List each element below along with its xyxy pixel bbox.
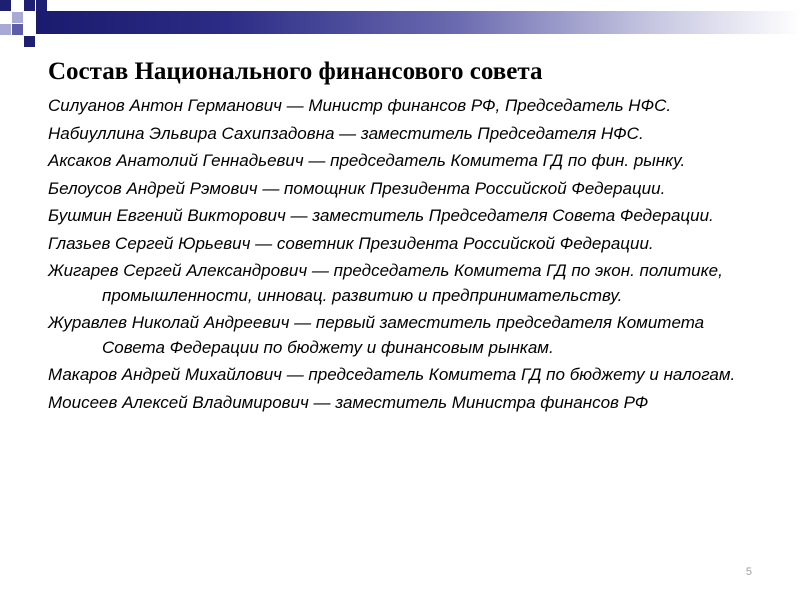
decor-square — [12, 12, 23, 23]
list-item: Журавлев Николай Андреевич — первый заместитель председателя Комитета Совета Федерации по бюджету и финансовым рынкам. — [48, 313, 705, 357]
list-item: Жигарев Сергей Александрович — председатель Комитета ГД по экон. политике, промышленности, инновац. развитию и предпринимательству. — [48, 261, 723, 305]
list-item: Белоусов Андрей Рэмович — помощник Президента Российской Федерации. — [48, 178, 666, 198]
list-item: Моисеев Алексей Владимирович — заместитель Министра финансов РФ — [48, 392, 649, 412]
decor-square — [24, 0, 35, 11]
list-item: Силуанов Антон Германович — Министр финансов РФ, Председатель НФС. — [48, 96, 672, 115]
decor-square — [0, 0, 11, 11]
slide-header-decoration — [0, 0, 800, 48]
decor-square — [24, 36, 35, 47]
member-list — [48, 94, 768, 418]
list-item: Набиуллина Эльвира Сахипзадовна — заместитель Председателя НФС. — [48, 123, 644, 143]
header-gradient-bar — [36, 11, 800, 34]
page-number: 5 — [745, 566, 752, 578]
list-item: Аксаков Анатолий Геннадьевич — председатель Комитета ГД по фин. рынку. — [48, 151, 686, 170]
decor-square — [12, 24, 23, 35]
decor-square — [36, 0, 47, 11]
list-item: Макаров Андрей Михайлович — председатель Комитета ГД по бюджету и налогам. — [48, 365, 736, 384]
list-item: Бушмин Евгений Викторович — заместитель Председателя Совета Федерации. — [48, 206, 714, 225]
decor-square — [0, 24, 11, 35]
slide-title: Состав Национального финансового совета — [48, 58, 543, 85]
list-item: Глазьев Сергей Юрьевич — советник Президента Российской Федерации. — [48, 233, 654, 253]
